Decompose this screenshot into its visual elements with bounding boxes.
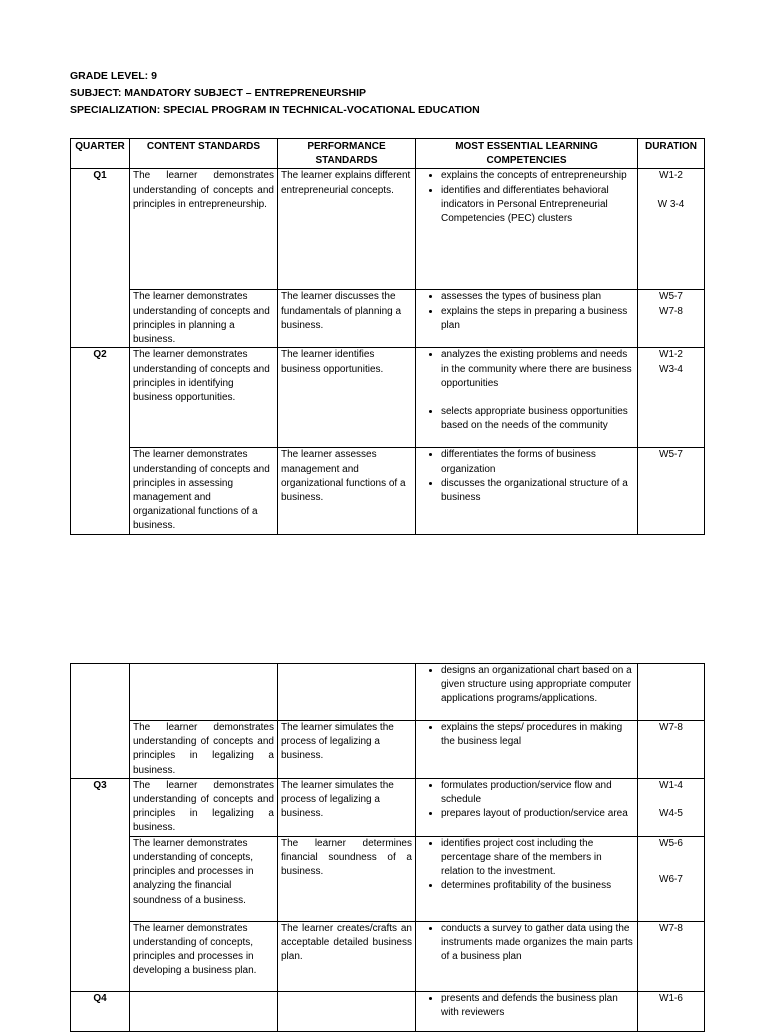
competency-item: • determines profitability of the business <box>441 879 634 893</box>
grade-level: GRADE LEVEL: 9 <box>70 70 157 82</box>
duration-cell <box>638 991 705 1031</box>
competency-item: • conducts a survey to gather data using the instruments made organizes the main parts of a business plan <box>441 922 634 965</box>
competencies-cell <box>416 991 638 1031</box>
content-standard-empty <box>130 991 278 1031</box>
content-standard: The learner demonstrates understanding of concepts, principles and processes in developing a business plan. <box>130 921 278 991</box>
duration-value: W7-8 <box>659 305 683 317</box>
performance-standard: The learner simulates the process of legalizing a business. <box>278 778 416 836</box>
competencies-cell <box>416 721 638 779</box>
duration-cell <box>638 169 705 290</box>
duration-cell <box>638 721 705 779</box>
duration-value: W1-4 <box>659 779 683 791</box>
duration-value: W5-7 <box>659 449 683 461</box>
competency-item: • explains the steps in preparing a business plan <box>441 305 634 333</box>
performance-standard: The learner determines financial soundness of a business. <box>278 836 416 921</box>
duration-cell <box>638 778 705 836</box>
duration-cell <box>638 348 705 448</box>
competency-item: • formulates production/service flow and schedule <box>441 779 634 807</box>
header-duration: DURATION <box>638 139 705 169</box>
table-row <box>71 448 705 534</box>
duration-value: W7-8 <box>659 922 683 934</box>
duration-value: W6-7 <box>659 874 683 886</box>
header-competencies: MOST ESSENTIAL LEARNING COMPETENCIES <box>416 139 638 169</box>
competency-item: • presents and defends the business plan with reviewers <box>441 992 634 1020</box>
quarter-label: Q3 <box>71 778 130 991</box>
competencies-cell <box>416 348 638 448</box>
competency-item: • assesses the types of business plan <box>441 290 634 304</box>
duration-value: W3-4 <box>659 363 683 375</box>
quarter-label: Q2 <box>71 348 130 534</box>
performance-standard-empty <box>278 664 416 721</box>
performance-standard: The learner assesses management and organizational functions of a business. <box>278 448 416 534</box>
performance-standard-empty <box>278 991 416 1031</box>
performance-standard: The learner discusses the fundamentals of planning a business. <box>278 290 416 348</box>
competencies-cell <box>416 836 638 921</box>
content-standard: The learner demonstrates understanding of concepts and principles in entrepreneurship. <box>130 169 278 290</box>
competencies-cell <box>416 448 638 534</box>
table-row <box>71 991 705 1031</box>
quarter-label-empty <box>71 664 130 779</box>
competency-item: • selects appropriate business opportunities based on the needs of the community <box>441 405 634 433</box>
duration-value: W1-2 <box>659 170 683 182</box>
table-row <box>71 721 705 779</box>
competencies-cell <box>416 921 638 991</box>
competency-item: • explains the steps/ procedures in making the business legal <box>441 721 634 749</box>
table-row <box>71 348 705 448</box>
duration-value: W5-6 <box>659 837 683 849</box>
duration-cell <box>638 921 705 991</box>
competencies-cell <box>416 169 638 290</box>
quarter-label: Q4 <box>71 991 130 1031</box>
duration-value: W1-2 <box>659 349 683 361</box>
content-standard-empty <box>130 664 278 721</box>
duration-value: W7-8 <box>659 722 683 733</box>
content-standard: The learner demonstrates understanding of concepts and principles in planning a business. <box>130 290 278 348</box>
table-row <box>71 778 705 836</box>
content-standard: The learner demonstrates understanding of concepts and principles in identifying business opportunities. <box>130 348 278 448</box>
table-row <box>71 664 705 721</box>
duration-cell <box>638 290 705 348</box>
competencies-cell <box>416 290 638 348</box>
performance-standard: The learner identifies business opportunities. <box>278 348 416 448</box>
duration-cell <box>638 836 705 921</box>
table-row <box>71 836 705 921</box>
quarter-label: Q1 <box>71 169 130 348</box>
competency-item: • discusses the organizational structure of a business <box>441 477 634 505</box>
duration-value: W5-7 <box>659 291 683 303</box>
table-row <box>71 169 705 290</box>
specialization: SPECIALIZATION: SPECIAL PROGRAM IN TECHNICAL-VOCATIONAL EDUCATION <box>70 104 480 116</box>
curriculum-table-1 <box>70 138 705 535</box>
performance-standard: The learner creates/crafts an acceptable detailed business plan. <box>278 921 416 991</box>
duration-value: W4-5 <box>659 808 683 820</box>
performance-standard: The learner explains different entrepreneurial concepts. <box>278 169 416 290</box>
competencies-cell <box>416 664 638 721</box>
table-row <box>71 921 705 991</box>
curriculum-table-2 <box>70 663 705 1032</box>
competency-item: • designs an organizational chart based on a given structure using appropriate computer applications programs/applications. <box>441 664 634 707</box>
header-performance-standards: PERFORMANCE STANDARDS <box>278 139 416 169</box>
subject: SUBJECT: MANDATORY SUBJECT – ENTREPRENEURSHIP <box>70 87 366 99</box>
content-standard: The learner demonstrates understanding of concepts, principles and processes in analyzing the financial soundness of a business. <box>130 836 278 921</box>
header-content-standards: CONTENT STANDARDS <box>130 139 278 169</box>
performance-standard: The learner simulates the process of legalizing a business. <box>278 721 416 779</box>
competency-item: • prepares layout of production/service area <box>441 807 634 821</box>
competency-item: • identifies project cost including the percentage share of the members in relation to the investment. <box>441 837 634 880</box>
content-standard: The learner demonstrates understanding of concepts and principles in legalizing a business. <box>130 778 278 836</box>
competency-item: • identifies and differentiates behavioral indicators in Personal Entrepreneurial Competencies (PEC) clusters <box>441 184 634 227</box>
header-quarter: QUARTER <box>71 139 130 169</box>
table-row <box>71 290 705 348</box>
duration-value: W1-6 <box>659 992 683 1004</box>
competency-item: • analyzes the existing problems and needs in the community where there are business opportunities <box>441 348 634 391</box>
duration-cell <box>638 448 705 534</box>
competency-item: • explains the concepts of entrepreneurship <box>441 169 634 183</box>
table-header-row <box>71 139 705 169</box>
content-standard: The learner demonstrates understanding of concepts and principles in assessing management and organizational functions of a business. <box>130 448 278 534</box>
competency-item: • differentiates the forms of business organization <box>441 448 634 476</box>
document-header <box>70 68 480 119</box>
content-standard: The learner demonstrates understanding of concepts and principles in legalizing a business. <box>130 721 278 779</box>
duration-cell-empty <box>638 664 705 721</box>
duration-value: W 3-4 <box>657 198 685 210</box>
competencies-cell <box>416 778 638 836</box>
